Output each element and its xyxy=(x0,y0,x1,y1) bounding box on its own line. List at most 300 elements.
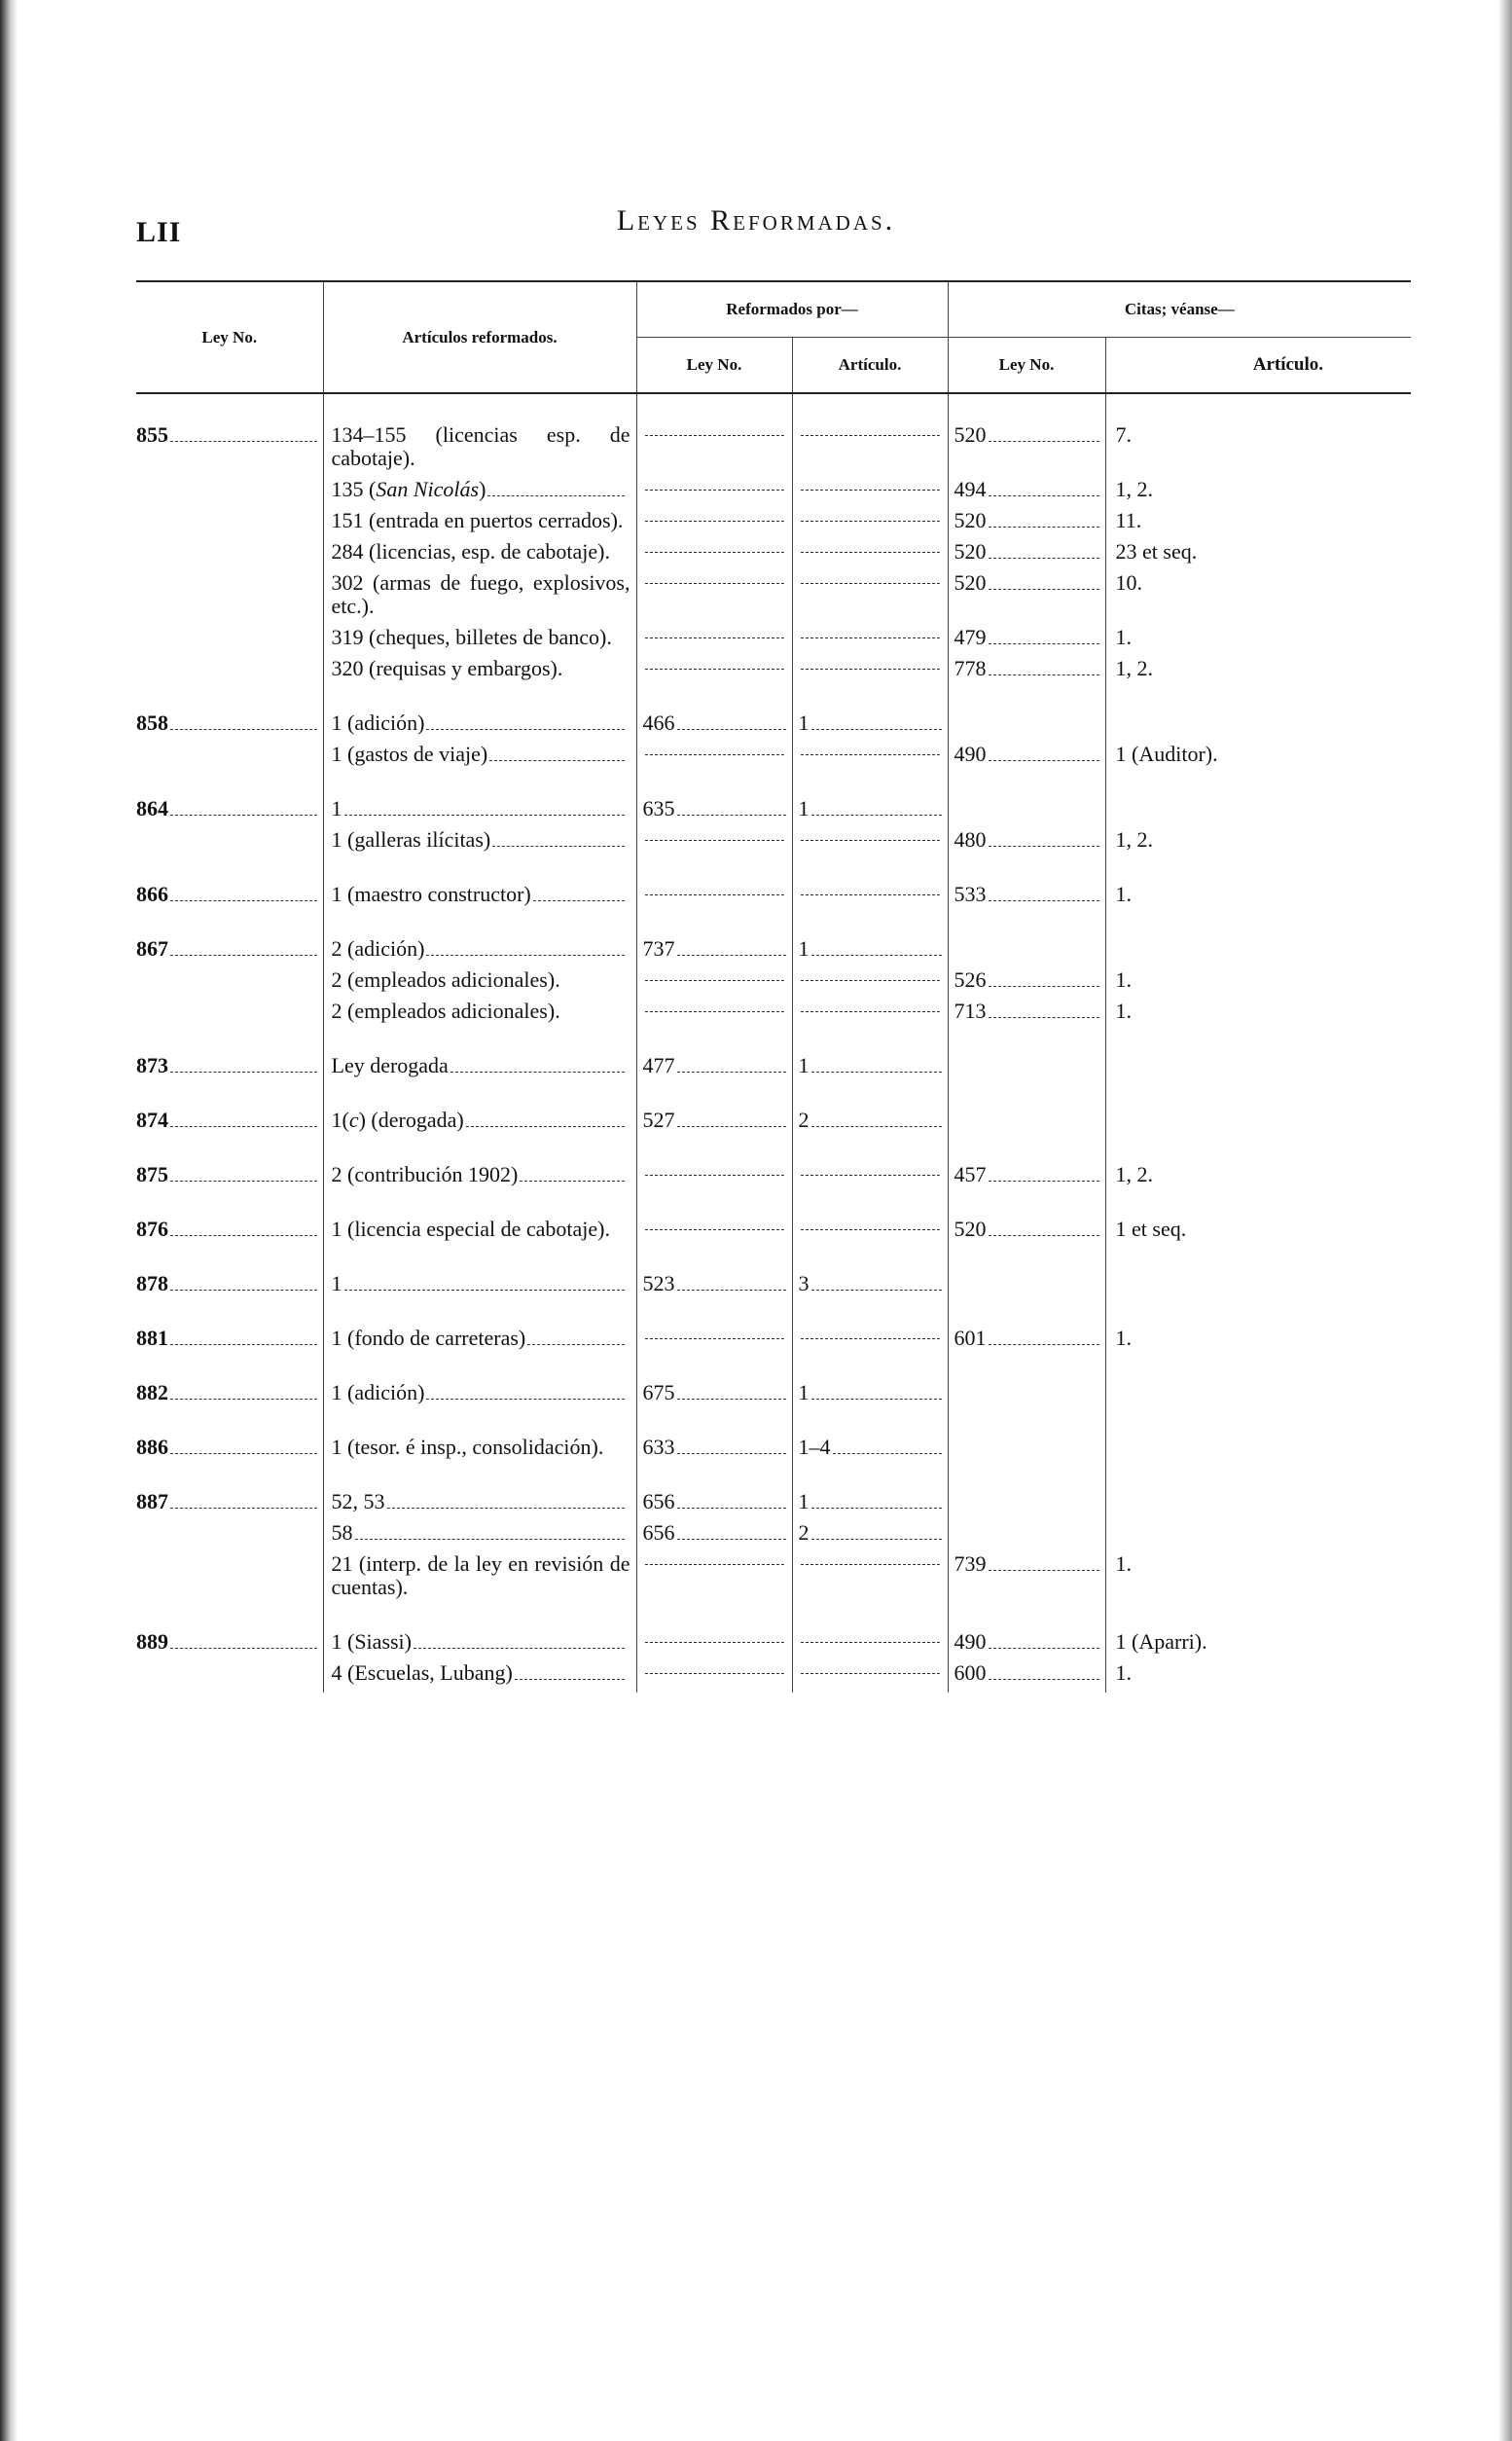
cit-ley-cell xyxy=(948,626,1105,657)
cit-articulo-cell xyxy=(1105,1249,1411,1303)
ref-ley-cell xyxy=(636,1303,792,1358)
ley-no-cell xyxy=(136,509,323,540)
table-row xyxy=(136,1249,1411,1303)
ref-ley-cell xyxy=(636,1661,792,1693)
cell-value: 675 xyxy=(642,1380,675,1404)
cit-ley-cell xyxy=(948,393,1105,478)
articulo-text: 151 (entrada en puertos cerrados). xyxy=(331,508,624,532)
table-body xyxy=(136,393,1411,1693)
cell-value: 1, 2. xyxy=(1115,1162,1154,1186)
ley-no-cell xyxy=(136,1467,323,1521)
ref-articulo-cell xyxy=(792,1249,948,1303)
articulo-text: Ley derogada xyxy=(331,1053,449,1077)
cit-articulo-cell xyxy=(1105,1607,1411,1661)
articulo-text: ) xyxy=(479,477,486,501)
ref-articulo-cell xyxy=(792,914,948,968)
ley-no-cell xyxy=(136,1140,323,1194)
cell-value: 1. xyxy=(1115,882,1133,906)
leader-dots xyxy=(811,1125,942,1127)
ref-ley-cell xyxy=(636,540,792,571)
ley-no-cell xyxy=(136,774,323,828)
leader-dots xyxy=(811,1398,942,1400)
table-row xyxy=(136,1412,1411,1467)
ref-ley-cell xyxy=(636,1412,792,1467)
table-row xyxy=(136,1085,1411,1140)
cit-articulo-cell xyxy=(1105,1140,1411,1194)
ref-ley-cell xyxy=(636,478,792,509)
articulo-italic: c xyxy=(348,1108,359,1132)
cell-value: 490 xyxy=(954,1629,987,1654)
header-cit-articulo: Artículo. xyxy=(1105,338,1411,394)
leader-dots xyxy=(170,1125,317,1127)
ref-articulo-cell xyxy=(792,1000,948,1031)
articulo-cell xyxy=(323,478,636,509)
cell-value: 520 xyxy=(954,508,987,532)
cell-value: 520 xyxy=(954,1217,987,1241)
leader-dots xyxy=(677,1071,786,1073)
cell-value: 520 xyxy=(954,422,987,447)
ley-no: 886 xyxy=(136,1435,168,1459)
ref-articulo-cell xyxy=(792,1552,948,1607)
leader-dots xyxy=(989,1647,1099,1649)
table-row xyxy=(136,1031,1411,1085)
leader-dots xyxy=(989,440,1099,442)
running-head: Leyes Reformadas. xyxy=(616,204,896,237)
ref-ley-cell xyxy=(636,509,792,540)
leader-dots xyxy=(677,728,786,730)
cell-value: 1, 2. xyxy=(1115,477,1154,501)
articulo-text: 1 (Siassi) xyxy=(331,1629,412,1654)
ley-no: 889 xyxy=(136,1629,168,1654)
leader-dots xyxy=(170,814,317,816)
cell-value: 1 xyxy=(798,936,810,961)
leader-dots xyxy=(170,440,317,442)
scan-edge-left xyxy=(0,0,18,2441)
ref-ley-cell xyxy=(636,657,792,688)
table-row xyxy=(136,540,1411,571)
cell-value: 477 xyxy=(642,1053,675,1077)
leader-dots xyxy=(487,494,624,496)
header-ley-no: Ley No. xyxy=(136,281,323,393)
cell-value: 1 xyxy=(798,1380,810,1404)
leader-dots xyxy=(344,814,625,816)
cell-value: 1. xyxy=(1115,1326,1133,1350)
cit-articulo-cell xyxy=(1105,540,1411,571)
articulo-text: 284 (licencias, esp. de cabotaje). xyxy=(331,539,610,564)
cit-ley-cell xyxy=(948,1467,1105,1521)
articulo-italic: San Nicolás xyxy=(376,477,480,501)
ref-articulo-cell xyxy=(792,859,948,914)
cit-ley-cell xyxy=(948,914,1105,968)
table-row xyxy=(136,626,1411,657)
leader-dots xyxy=(989,494,1099,496)
cell-value: 1 xyxy=(798,796,810,820)
articulo-text: 1 (tesor. é insp., consolidación). xyxy=(331,1435,604,1459)
leader-dots xyxy=(989,1343,1099,1345)
ref-articulo-cell xyxy=(792,1140,948,1194)
cit-ley-cell xyxy=(948,478,1105,509)
leader-dots xyxy=(492,845,624,847)
leader-dots xyxy=(677,1125,786,1127)
ref-articulo-cell xyxy=(792,1412,948,1467)
cell-value: 7. xyxy=(1115,422,1133,447)
cit-ley-cell xyxy=(948,1552,1105,1607)
cell-value: 527 xyxy=(642,1108,675,1132)
cit-articulo-cell xyxy=(1105,688,1411,743)
articulo-text: 2 (empleados adicionales). xyxy=(331,999,560,1023)
leader-dots xyxy=(170,899,317,901)
ley-no: 858 xyxy=(136,710,168,735)
ley-no-cell xyxy=(136,1552,323,1607)
ref-articulo-cell xyxy=(792,1521,948,1552)
table-row xyxy=(136,478,1411,509)
cell-value: 480 xyxy=(954,827,987,852)
ley-no-cell xyxy=(136,1031,323,1085)
articulo-cell xyxy=(323,1412,636,1467)
leader-dots xyxy=(989,899,1099,901)
articulo-cell xyxy=(323,540,636,571)
ley-no-cell xyxy=(136,1521,323,1552)
cell-value: 1 xyxy=(798,1489,810,1513)
ref-ley-cell xyxy=(636,968,792,1000)
articulo-cell xyxy=(323,914,636,968)
leader-dots xyxy=(989,674,1099,675)
ref-articulo-cell xyxy=(792,540,948,571)
ref-ley-cell xyxy=(636,626,792,657)
cit-ley-cell xyxy=(948,1303,1105,1358)
cit-ley-cell xyxy=(948,1607,1105,1661)
cell-value: 737 xyxy=(642,936,675,961)
cit-ley-cell xyxy=(948,1140,1105,1194)
articulo-cell xyxy=(323,1303,636,1358)
ref-ley-cell xyxy=(636,1552,792,1607)
cit-articulo-cell xyxy=(1105,828,1411,859)
ley-no: 864 xyxy=(136,796,168,820)
ref-ley-cell xyxy=(636,571,792,626)
table-row xyxy=(136,1194,1411,1249)
ref-ley-cell xyxy=(636,1521,792,1552)
cit-ley-cell xyxy=(948,828,1105,859)
leader-dots xyxy=(426,954,624,956)
ref-ley-cell xyxy=(636,774,792,828)
leader-dots xyxy=(989,845,1099,847)
articulo-cell xyxy=(323,859,636,914)
header-ref-ley: Ley No. xyxy=(636,338,792,394)
articulo-cell xyxy=(323,626,636,657)
articulo-text: 1 (maestro constructor) xyxy=(331,882,531,906)
ley-no: 887 xyxy=(136,1489,168,1513)
ley-no-cell xyxy=(136,828,323,859)
cell-value: 656 xyxy=(642,1489,675,1513)
cell-value: 457 xyxy=(954,1162,987,1186)
cell-value: 635 xyxy=(642,796,675,820)
ley-no: 882 xyxy=(136,1380,168,1404)
leader-dots xyxy=(466,1125,625,1127)
articulo-text: ) (derogada) xyxy=(358,1108,464,1132)
ley-no: 881 xyxy=(136,1326,168,1350)
leader-dots xyxy=(811,1289,942,1291)
cit-ley-cell xyxy=(948,1249,1105,1303)
ref-ley-cell xyxy=(636,1194,792,1249)
scan-edge-right xyxy=(1498,0,1512,2441)
cit-articulo-cell xyxy=(1105,571,1411,626)
articulo-cell xyxy=(323,1194,636,1249)
articulo-cell xyxy=(323,1607,636,1661)
ley-no: 874 xyxy=(136,1108,168,1132)
header-citas: Citas; véanse— xyxy=(948,281,1411,338)
ref-ley-cell xyxy=(636,743,792,774)
cit-articulo-cell xyxy=(1105,657,1411,688)
ref-articulo-cell xyxy=(792,571,948,626)
articulo-cell xyxy=(323,393,636,478)
articulo-cell xyxy=(323,743,636,774)
cit-articulo-cell xyxy=(1105,1194,1411,1249)
articulo-cell xyxy=(323,1358,636,1412)
table-row xyxy=(136,914,1411,968)
table-row xyxy=(136,1521,1411,1552)
cit-articulo-cell xyxy=(1105,774,1411,828)
cell-value: 466 xyxy=(642,710,675,735)
cell-value: 3 xyxy=(798,1271,810,1295)
ref-articulo-cell xyxy=(792,1467,948,1521)
articulo-cell xyxy=(323,968,636,1000)
articulo-cell xyxy=(323,1249,636,1303)
leader-dots xyxy=(989,1180,1099,1182)
leader-dots xyxy=(811,954,942,956)
ley-no: 876 xyxy=(136,1217,168,1241)
cit-articulo-cell xyxy=(1105,968,1411,1000)
ref-articulo-cell xyxy=(792,1358,948,1412)
articulo-cell xyxy=(323,1031,636,1085)
cit-ley-cell xyxy=(948,1358,1105,1412)
leader-dots xyxy=(426,1398,624,1400)
cell-value: 2 xyxy=(798,1108,810,1132)
leader-dots xyxy=(533,899,625,901)
ley-no-cell xyxy=(136,859,323,914)
cell-value: 1. xyxy=(1115,967,1133,992)
articulo-text: 1 xyxy=(331,796,342,820)
ley-no-cell xyxy=(136,743,323,774)
cell-value: 1. xyxy=(1115,625,1133,649)
ref-articulo-cell xyxy=(792,828,948,859)
cit-ley-cell xyxy=(948,688,1105,743)
articulo-text: 1 xyxy=(331,1271,342,1295)
table-row xyxy=(136,1140,1411,1194)
articulo-text: 1 (gastos de viaje) xyxy=(331,742,488,766)
articulo-cell xyxy=(323,774,636,828)
ref-articulo-cell xyxy=(792,688,948,743)
cell-value: 601 xyxy=(954,1326,987,1350)
leader-dots xyxy=(811,1507,942,1509)
ref-ley-cell xyxy=(636,393,792,478)
leader-dots xyxy=(170,1343,317,1345)
cell-value: 1–4 xyxy=(798,1435,831,1459)
ref-ley-cell xyxy=(636,688,792,743)
cell-value: 23 et seq. xyxy=(1115,539,1198,564)
leader-dots xyxy=(677,1398,786,1400)
cell-value: 778 xyxy=(954,656,987,680)
articulo-text: 302 (armas de fuego, explosivos, etc.). xyxy=(331,570,630,618)
cell-value: 1. xyxy=(1115,999,1133,1023)
cit-articulo-cell xyxy=(1105,1552,1411,1607)
articulo-cell xyxy=(323,1000,636,1031)
ref-ley-cell xyxy=(636,859,792,914)
cell-value: 523 xyxy=(642,1271,675,1295)
leader-dots xyxy=(170,1398,317,1400)
cell-value: 600 xyxy=(954,1660,987,1685)
leader-dots xyxy=(344,1289,625,1291)
leader-dots xyxy=(387,1507,625,1509)
ley-no-cell xyxy=(136,1412,323,1467)
articulo-cell xyxy=(323,1661,636,1693)
ley-no-cell xyxy=(136,914,323,968)
leader-dots xyxy=(170,1452,317,1454)
cell-value: 479 xyxy=(954,625,987,649)
articulo-cell xyxy=(323,1140,636,1194)
cell-value: 10. xyxy=(1115,570,1143,595)
leader-dots xyxy=(677,1452,786,1454)
leader-dots xyxy=(811,1071,942,1073)
cit-articulo-cell xyxy=(1105,743,1411,774)
ref-ley-cell xyxy=(636,1467,792,1521)
leader-dots xyxy=(989,985,1099,987)
articulo-cell xyxy=(323,1552,636,1607)
table-row xyxy=(136,571,1411,626)
cell-value: 1 (Auditor). xyxy=(1115,742,1218,766)
ref-articulo-cell xyxy=(792,743,948,774)
page-number: LII xyxy=(136,216,182,248)
cit-articulo-cell xyxy=(1105,1358,1411,1412)
cit-ley-cell xyxy=(948,774,1105,828)
articulo-text: 52, 53 xyxy=(331,1489,385,1513)
ref-articulo-cell xyxy=(792,1194,948,1249)
articulo-text: 320 (requisas y embargos). xyxy=(331,656,563,680)
cell-value: 520 xyxy=(954,539,987,564)
cell-value: 533 xyxy=(954,882,987,906)
cit-articulo-cell xyxy=(1105,478,1411,509)
cit-articulo-cell xyxy=(1105,509,1411,540)
ley-no: 873 xyxy=(136,1053,168,1077)
cell-value: 11. xyxy=(1115,508,1142,532)
leader-dots xyxy=(426,728,624,730)
cit-ley-cell xyxy=(948,540,1105,571)
cit-ley-cell xyxy=(948,859,1105,914)
leader-dots xyxy=(989,642,1099,644)
cell-value: 1. xyxy=(1115,1551,1133,1576)
articulo-text: 1 (fondo de carreteras) xyxy=(331,1326,526,1350)
ref-articulo-cell xyxy=(792,1607,948,1661)
articulo-text: 135 ( xyxy=(331,477,377,501)
cit-ley-cell xyxy=(948,968,1105,1000)
ref-articulo-cell xyxy=(792,626,948,657)
ley-no-cell xyxy=(136,1303,323,1358)
articulo-cell xyxy=(323,509,636,540)
cit-articulo-cell xyxy=(1105,914,1411,968)
leader-dots xyxy=(489,759,624,761)
articulo-cell xyxy=(323,1467,636,1521)
articulo-text: 2 (empleados adicionales). xyxy=(331,967,560,992)
leader-dots xyxy=(677,1289,786,1291)
cell-value: 1 et seq. xyxy=(1115,1217,1187,1241)
table-row xyxy=(136,1661,1411,1693)
table-row xyxy=(136,1607,1411,1661)
leader-dots xyxy=(989,759,1099,761)
ley-no-cell xyxy=(136,1358,323,1412)
laws-table xyxy=(136,280,1411,1693)
table-row xyxy=(136,859,1411,914)
ref-ley-cell xyxy=(636,1031,792,1085)
leader-dots xyxy=(811,728,942,730)
cit-ley-cell xyxy=(948,1031,1105,1085)
leader-dots xyxy=(170,1234,317,1236)
ley-no-cell xyxy=(136,1000,323,1031)
table-row xyxy=(136,774,1411,828)
cit-ley-cell xyxy=(948,657,1105,688)
header-cit-ley: Ley No. xyxy=(948,338,1105,394)
table-row xyxy=(136,968,1411,1000)
leader-dots xyxy=(677,1507,786,1509)
cit-articulo-cell xyxy=(1105,1412,1411,1467)
cit-ley-cell xyxy=(948,1085,1105,1140)
ref-ley-cell xyxy=(636,1140,792,1194)
table-row xyxy=(136,743,1411,774)
ref-ley-cell xyxy=(636,1249,792,1303)
ref-ley-cell xyxy=(636,1607,792,1661)
cit-ley-cell xyxy=(948,509,1105,540)
articulo-text: 2 (contribución 1902) xyxy=(331,1162,519,1186)
leader-dots xyxy=(989,588,1099,590)
leader-dots xyxy=(677,1538,786,1540)
cit-articulo-cell xyxy=(1105,1303,1411,1358)
leader-dots xyxy=(515,1678,625,1680)
ref-articulo-cell xyxy=(792,657,948,688)
header-ref-articulo: Artículo. xyxy=(792,338,948,394)
cit-ley-cell xyxy=(948,1194,1105,1249)
leader-dots xyxy=(989,1569,1099,1571)
leader-dots xyxy=(677,954,786,956)
articulo-cell xyxy=(323,1521,636,1552)
ley-no-cell xyxy=(136,657,323,688)
cit-ley-cell xyxy=(948,571,1105,626)
leader-dots xyxy=(677,814,786,816)
articulo-text: 1( xyxy=(331,1108,349,1132)
ley-no-cell xyxy=(136,626,323,657)
leader-dots xyxy=(833,1452,942,1454)
leader-dots xyxy=(170,954,317,956)
cit-articulo-cell xyxy=(1105,1031,1411,1085)
leader-dots xyxy=(527,1343,624,1345)
ley-no-cell xyxy=(136,1085,323,1140)
ley-no-cell xyxy=(136,478,323,509)
ley-no: 878 xyxy=(136,1271,168,1295)
articulo-text: 1 (adición) xyxy=(331,710,425,735)
leader-dots xyxy=(989,1234,1099,1236)
ley-no: 866 xyxy=(136,882,168,906)
cit-ley-cell xyxy=(948,743,1105,774)
leader-dots xyxy=(170,1289,317,1291)
table-row xyxy=(136,1467,1411,1521)
ref-ley-cell xyxy=(636,1000,792,1031)
articulo-text: 1 (licencia especial de cabotaje). xyxy=(331,1217,610,1241)
cell-value: 1, 2. xyxy=(1115,827,1154,852)
ref-articulo-cell xyxy=(792,1085,948,1140)
articulo-text: 21 (interp. de la ley en revisión de cuentas). xyxy=(331,1551,630,1599)
ref-articulo-cell xyxy=(792,1031,948,1085)
cit-articulo-cell xyxy=(1105,1521,1411,1552)
ref-ley-cell xyxy=(636,828,792,859)
cell-value: 1 xyxy=(798,1053,810,1077)
table-row xyxy=(136,1000,1411,1031)
